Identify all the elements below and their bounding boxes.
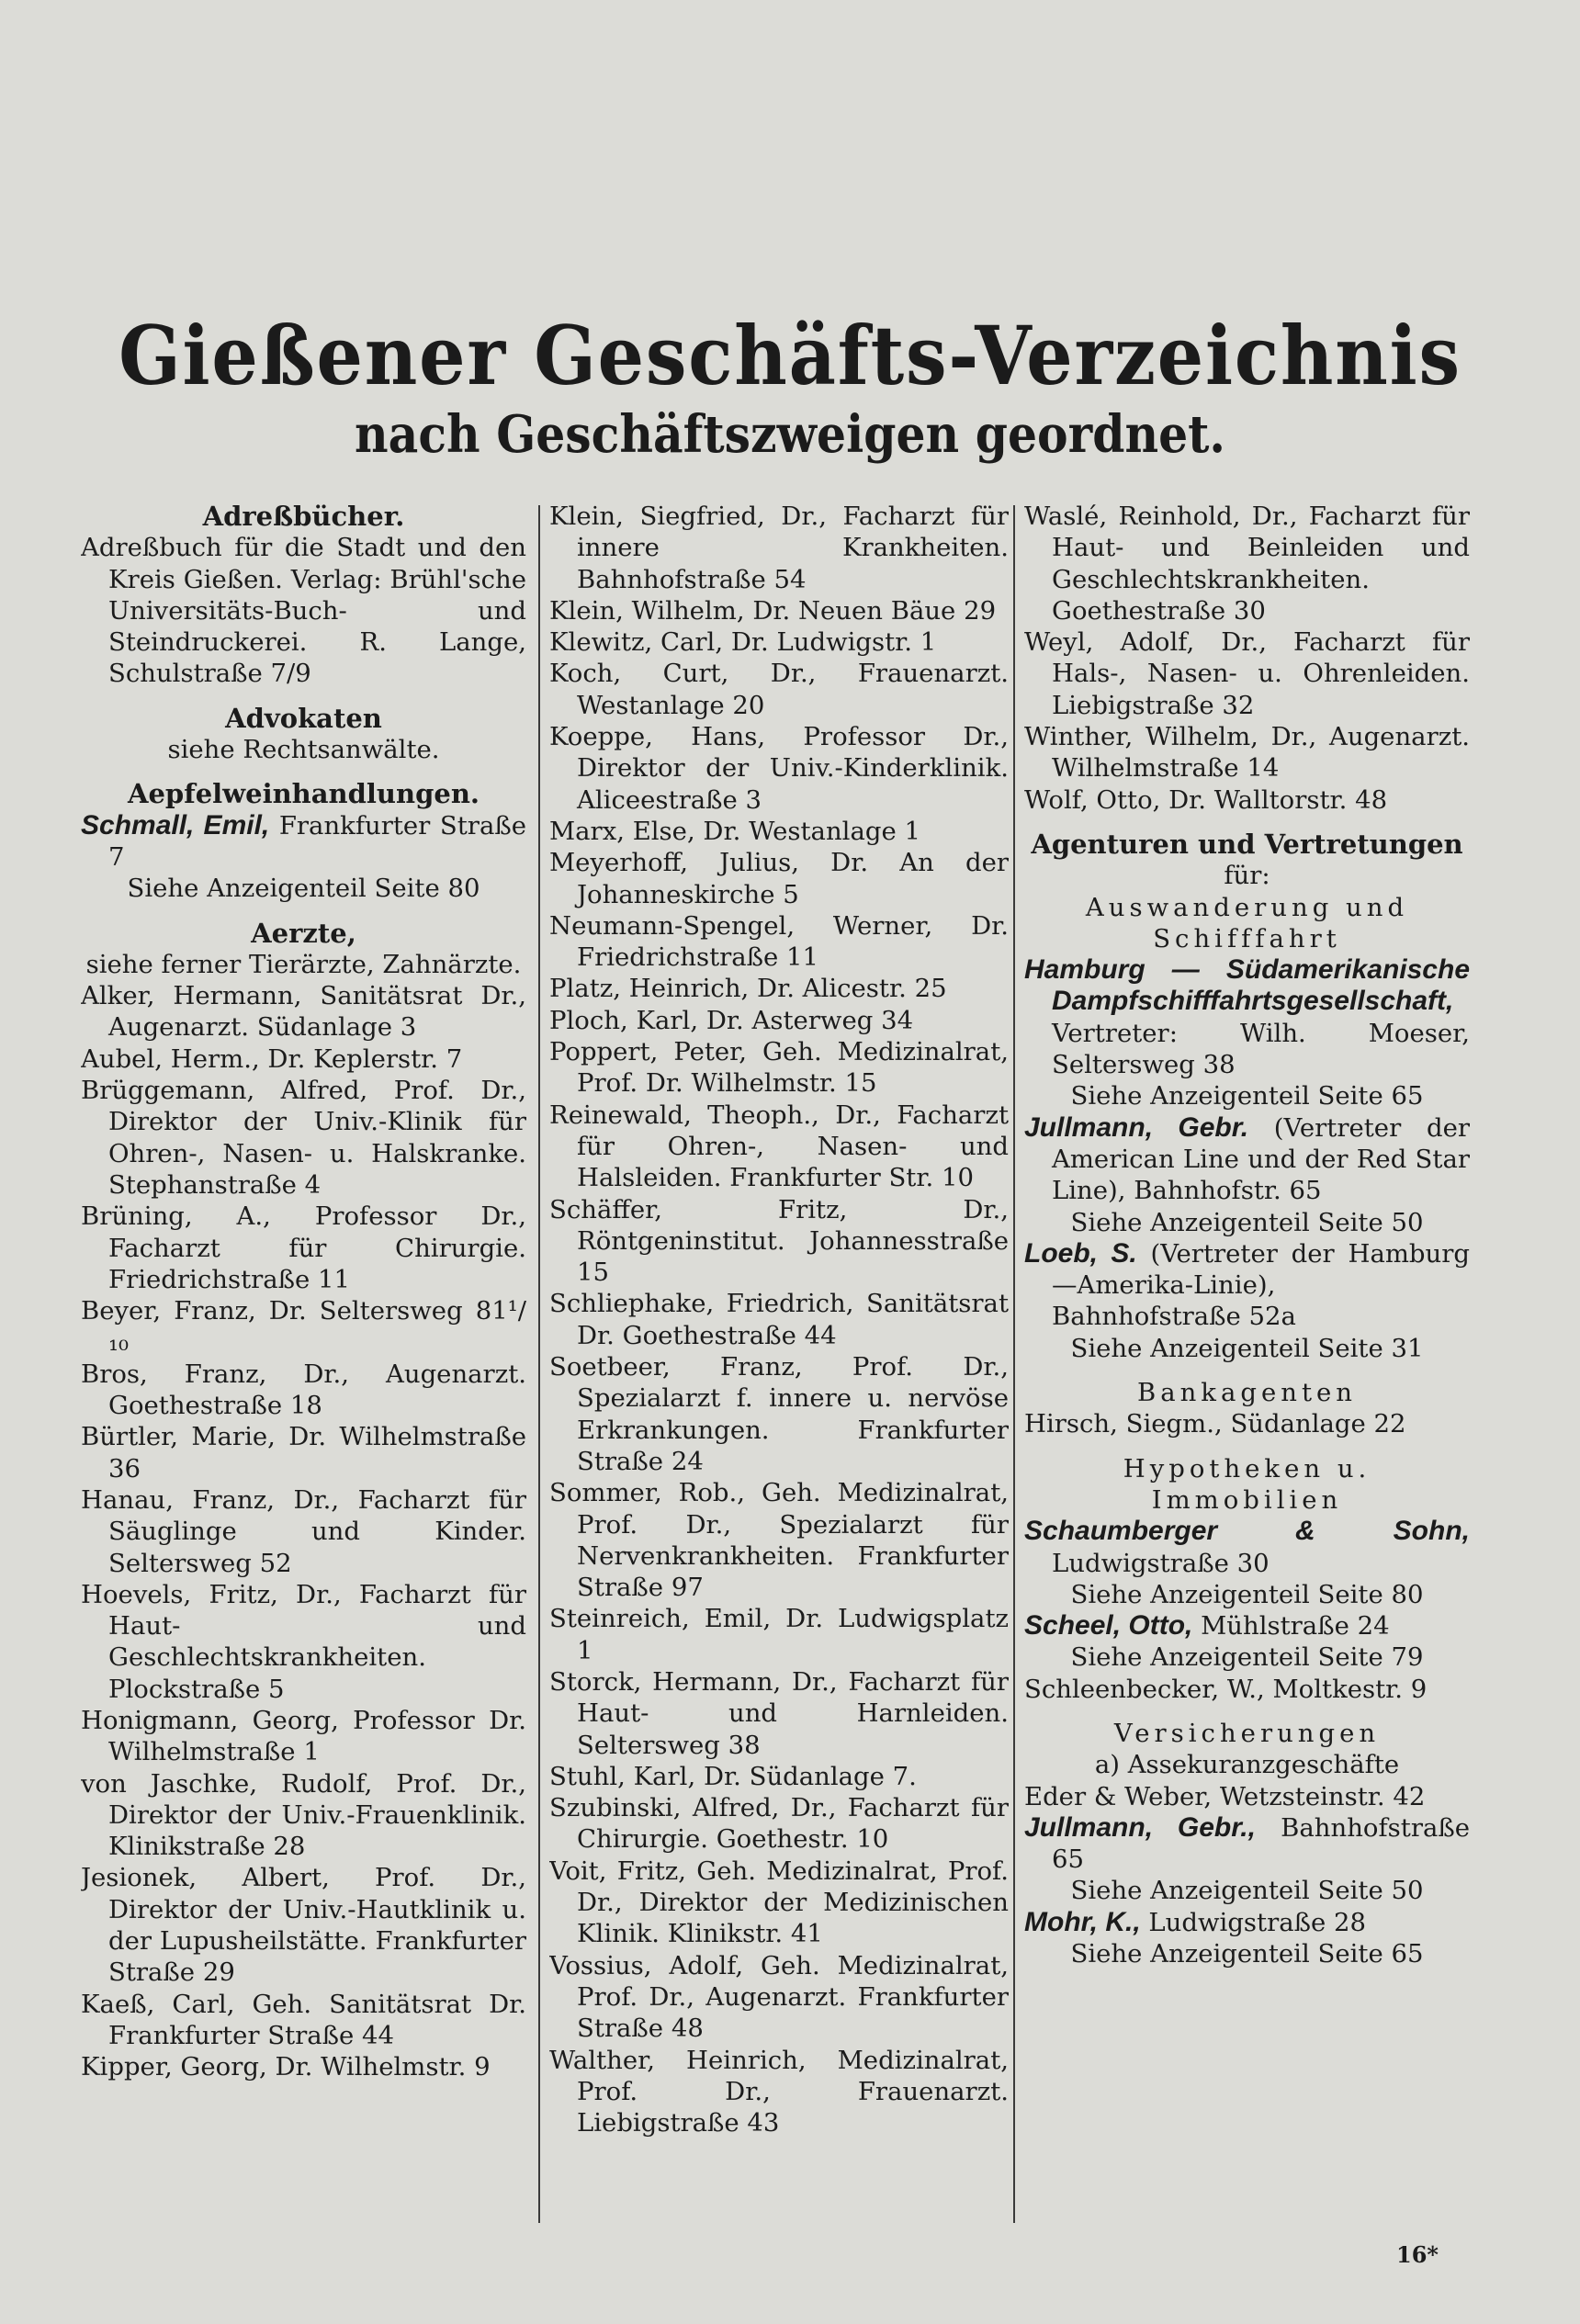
section-heading: Agenturen und Vertretungen <box>1031 828 1463 860</box>
entry-address: Frankfurter Straße 7 <box>108 810 526 872</box>
directory-entry: Klein, Siegfried, Dr., Facharzt für innere Krankheiten. Bahnhofstraße 54 <box>549 502 1009 594</box>
directory-entry: Meyerhoff, Julius, Dr. An der Johanneskirche 5 <box>549 848 1009 909</box>
directory-entry: Stuhl, Karl, Dr. Südanlage 7. <box>549 1761 917 1791</box>
ad-reference: Siehe Anzeigenteil Seite 65 <box>1070 1081 1424 1111</box>
section-subheading: Auswanderung und Schifffahrt <box>1085 892 1409 953</box>
entry-address: Ludwigstraße 30 <box>1052 1548 1270 1578</box>
directory-entry: Hanau, Franz, Dr., Facharzt für Säuglinge und Kinder. Seltersweg 52 <box>81 1484 526 1578</box>
directory-entry: Bürtler, Marie, Dr. Wilhelmstraße 36 <box>81 1422 526 1484</box>
advertiser-name: Jullmann, Gebr., <box>1024 1811 1256 1843</box>
directory-entry: Wolf, Otto, Dr. Walltorstr. 48 <box>1024 784 1388 815</box>
directory-entry <box>1024 1812 1470 1876</box>
section-subheading: Hypotheken u. Immobilien <box>1123 1453 1371 1515</box>
directory-entry: Schliephake, Friedrich, Sanitätsrat Dr. Goethestraße 44 <box>549 1289 1009 1350</box>
directory-entry: Klein, Wilhelm, Dr. Neuen Bäue 29 <box>549 595 997 626</box>
ad-reference: Siehe Anzeigenteil Seite 50 <box>1070 1207 1424 1237</box>
column-1 <box>81 501 526 2246</box>
ad-reference: Siehe Anzeigenteil Seite 80 <box>127 874 480 904</box>
directory-entry: Brüggemann, Alfred, Prof. Dr., Direktor der Univ.-Klinik für Ohren-, Nasen- u. Halskranke. Stephanstraße 4 <box>81 1076 526 1200</box>
directory-entry: Jesionek, Albert, Prof. Dr., Direktor der Univ.-Hautklinik u. der Lupusheilstätte. Frankfurter Straße 29 <box>81 1863 526 1988</box>
advertiser-name: Scheel, Otto, <box>1024 1610 1193 1641</box>
directory-entry: Honigmann, Georg, Professor Dr. Wilhelmstraße 1 <box>81 1705 526 1767</box>
entry-address: Mühlstraße 24 <box>1192 1611 1390 1641</box>
page-subtitle: nach Geschäftszweigen geordnet. <box>355 404 1225 465</box>
section-heading: Aerzte, <box>251 917 356 949</box>
directory-entry: Soetbeer, Franz, Prof. Dr., Spezialarzt f. innere u. nervöse Erkrankungen. Frankfurter Straße 24 <box>549 1352 1009 1476</box>
entry-address: Bahnhofstraße 65 <box>1052 1812 1470 1875</box>
advertiser-name: Schaumberger & Sohn, <box>1024 1516 1470 1547</box>
column-2 <box>549 501 1009 2246</box>
advertiser-name: Hamburg — Südamerikanische Dampfschifffahrtsgesellschaft, <box>1024 954 1470 1017</box>
directory-entry: Winther, Wilhelm, Dr., Augenarzt. Wilhelmstraße 14 <box>1024 722 1470 784</box>
page-title: Gießener Geschäfts-Verzeichnis <box>118 308 1462 403</box>
directory-entry <box>1024 954 1470 1080</box>
section-subheading: für: <box>1224 861 1270 891</box>
directory-entry: Waslé, Reinhold, Dr., Facharzt für Haut- und Beinleiden und Geschlechtskrankheiten. Goethestraße 30 <box>1024 502 1470 626</box>
cross-reference: siehe Rechtsanwälte. <box>167 735 440 765</box>
section-subheading: Versicherungen <box>1113 1718 1381 1748</box>
directory-entry: Kipper, Georg, Dr. Wilhelmstr. 9 <box>81 2052 491 2082</box>
column-divider <box>538 505 540 2223</box>
directory-entry: Klewitz, Carl, Dr. Ludwigstr. 1 <box>549 627 937 658</box>
ad-reference: Siehe Anzeigenteil Seite 31 <box>1070 1333 1424 1363</box>
ad-reference: Siehe Anzeigenteil Seite 65 <box>1070 1939 1424 1969</box>
page-number: 16* <box>1396 2241 1439 2268</box>
directory-entry: Poppert, Peter, Geh. Medizinalrat, Prof. Dr. Wilhelmstr. 15 <box>549 1037 1009 1099</box>
entry-address: (Vertreter der Hamburg—Amerika-Linie), Bahnhofstraße 52a <box>1052 1238 1470 1332</box>
advertiser-name: Loeb, S. <box>1024 1237 1137 1269</box>
directory-entry: Beyer, Franz, Dr. Seltersweg 81¹/₁₀ <box>81 1296 526 1358</box>
directory-entry: Marx, Else, Dr. Westanlage 1 <box>549 816 920 846</box>
directory-entry: Schleenbecker, W., Moltkestr. 9 <box>1024 1674 1428 1704</box>
directory-entry: Voit, Fritz, Geh. Medizinalrat, Prof. Dr., Direktor der Medizinischen Klinik. Klinikstr. 41 <box>549 1856 1009 1949</box>
ad-reference: Siehe Anzeigenteil Seite 80 <box>1070 1579 1424 1609</box>
directory-entry: Aubel, Herm., Dr. Keplerstr. 7 <box>81 1044 463 1074</box>
directory-entry <box>1024 1907 1470 1938</box>
entry-address: Ludwigstraße 28 <box>1140 1907 1367 1937</box>
section-heading: Adreßbücher. <box>202 501 405 532</box>
directory-entry: Koch, Curt, Dr., Frauenarzt. Westanlage 20 <box>549 659 1009 720</box>
directory-entry <box>1024 1112 1470 1207</box>
directory-entry: Bros, Franz, Dr., Augenarzt. Goethestraße 18 <box>81 1359 526 1421</box>
directory-entry: Storck, Hermann, Dr., Facharzt für Haut- und Harnleiden. Seltersweg 38 <box>549 1666 1009 1760</box>
directory-entry: Sommer, Rob., Geh. Medizinalrat, Prof. Dr., Spezialarzt für Nervenkrankheiten. Frankfurter Straße 97 <box>549 1478 1009 1603</box>
entry-address: Vertreter: Wilh. Moeser, Seltersweg 38 <box>1052 1018 1470 1080</box>
directory-entry: Kaeß, Carl, Geh. Sanitätsrat Dr. Frankfurter Straße 44 <box>81 1989 526 2050</box>
directory-entry: Neumann-Spengel, Werner, Dr. Friedrichstraße 11 <box>549 910 1009 973</box>
directory-entry: von Jaschke, Rudolf, Prof. Dr., Direktor der Univ.-Frauenklinik. Klinikstraße 28 <box>81 1768 526 1862</box>
directory-entry: Weyl, Adolf, Dr., Facharzt für Hals-, Nasen- u. Ohrenleiden. Liebigstraße 32 <box>1024 627 1470 720</box>
advertiser-name: Mohr, K., <box>1024 1906 1141 1937</box>
section-subheading: Bankagenten <box>1136 1378 1357 1408</box>
section-heading: Advokaten <box>225 702 382 734</box>
directory-entry: Brüning, A., Professor Dr., Facharzt für Chirurgie. Friedrichstraße 11 <box>81 1201 526 1294</box>
directory-entry: Alker, Hermann, Sanitätsrat Dr., Augenarzt. Südanlage 3 <box>81 981 526 1043</box>
directory-entry: Koeppe, Hans, Professor Dr., Direktor der Univ.-Kinderklinik. Aliceestraße 3 <box>549 722 1009 815</box>
directory-entry: Vossius, Adolf, Geh. Medizinalrat, Prof. Dr., Augenarzt. Frankfurter Straße 48 <box>549 1950 1009 2044</box>
directory-entry <box>81 810 526 874</box>
directory-entry: Reinewald, Theoph., Dr., Facharzt für Ohren-, Nasen- und Halsleiden. Frankfurter Str. 10 <box>549 1100 1009 1193</box>
column-divider <box>1013 505 1015 2223</box>
directory-entry: Platz, Heinrich, Dr. Alicestr. 25 <box>549 974 947 1004</box>
ad-reference: Siehe Anzeigenteil Seite 50 <box>1070 1876 1424 1906</box>
directory-entry <box>1024 1610 1470 1641</box>
directory-entry: Schäffer, Fritz, Dr., Röntgeninstitut. Johannesstraße 15 <box>549 1194 1009 1288</box>
advertiser-name: Jullmann, Gebr. <box>1024 1111 1249 1143</box>
directory-entry: Eder & Weber, Wetzsteinstr. 42 <box>1024 1781 1426 1811</box>
ad-reference: Siehe Anzeigenteil Seite 79 <box>1070 1642 1424 1673</box>
directory-entry <box>1024 1238 1470 1333</box>
directory-entry <box>1024 1516 1470 1579</box>
section-heading: Aepfelweinhandlungen. <box>127 778 480 810</box>
directory-entry: Szubinski, Alfred, Dr., Facharzt für Chirurgie. Goethestr. 10 <box>549 1793 1009 1855</box>
section-subheading: a) Assekuranzgeschäfte <box>1094 1750 1400 1780</box>
entry-address: (Vertreter der American Line und der Red Star Line), Bahnhofstr. 65 <box>1052 1112 1470 1206</box>
cross-reference: siehe ferner Tierärzte, Zahnärzte. <box>85 949 522 979</box>
advertiser-name: Schmall, Emil, <box>81 809 270 840</box>
directory-entry: Hoevels, Fritz, Dr., Facharzt für Haut- und Geschlechtskrankheiten. Plockstraße 5 <box>81 1579 526 1704</box>
directory-entry: Ploch, Karl, Dr. Asterweg 34 <box>549 1005 914 1035</box>
directory-entry: Steinreich, Emil, Dr. Ludwigsplatz 1 <box>549 1604 1009 1665</box>
column-3 <box>1024 501 1470 2246</box>
directory-entry: Hirsch, Siegm., Südanlage 22 <box>1024 1409 1406 1439</box>
directory-entry: Adreßbuch für die Stadt und den Kreis Gießen. Verlag: Brühl'sche Universitäts-Buch- und Steindruckerei. R. Lange, Schulstraße 7/9 <box>81 533 526 689</box>
directory-entry: Walther, Heinrich, Medizinalrat, Prof. Dr., Frauenarzt. Liebigstraße 43 <box>549 2045 1009 2138</box>
